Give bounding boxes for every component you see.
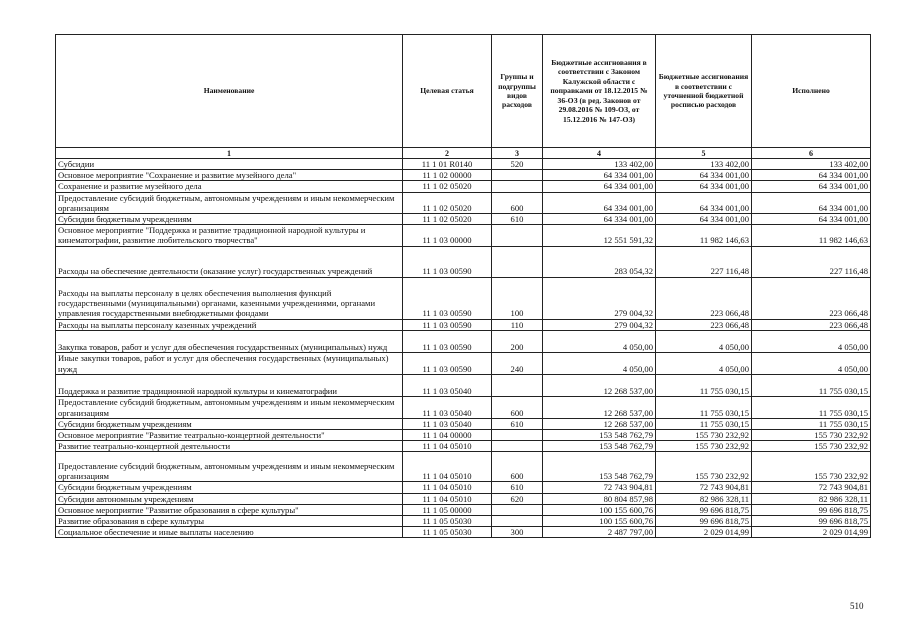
header-expense-groups: Группы и подгруппы видов расходов (492, 35, 543, 148)
row-target-article: 11 1 03 00590 (403, 330, 492, 352)
row-name: Иные закупки товаров, работ и услуг для обеспечения государственных (муниципальных) нужд (56, 352, 403, 374)
row-name: Субсидии (56, 159, 403, 170)
row-expense-group: 600 (492, 452, 543, 482)
row-budget-law: 64 334 001,00 (543, 192, 656, 213)
table-row (56, 181, 871, 192)
row-budget-law: 64 334 001,00 (543, 170, 656, 181)
header-row (56, 35, 871, 148)
row-name: Расходы на обеспечение деятельности (оказание услуг) государственных учреждений (56, 246, 403, 277)
row-budget-revised: 11 982 146,63 (656, 225, 752, 246)
row-executed: 155 730 232,92 (752, 430, 871, 441)
row-budget-revised: 11 755 030,15 (656, 396, 752, 418)
table-row (56, 159, 871, 170)
row-budget-revised: 72 743 904,81 (656, 482, 752, 493)
header-target-article: Целевая статья (403, 35, 492, 148)
table-row (56, 374, 871, 396)
table-row (56, 170, 871, 181)
row-budget-law: 4 050,00 (543, 352, 656, 374)
row-expense-group: 200 (492, 330, 543, 352)
column-number: 3 (492, 148, 543, 159)
row-budget-law: 153 548 762,79 (543, 430, 656, 441)
row-budget-revised: 64 334 001,00 (656, 192, 752, 213)
row-budget-law: 153 548 762,79 (543, 452, 656, 482)
row-executed: 64 334 001,00 (752, 170, 871, 181)
row-name: Субсидии автономным учреждениям (56, 493, 403, 504)
table-row (56, 418, 871, 429)
row-expense-group: 240 (492, 352, 543, 374)
row-budget-law: 2 487 797,00 (543, 527, 656, 538)
row-name: Основное мероприятие "Поддержка и развитие традиционной народной культуры и кинематографии, развитие любительского творчества" (56, 225, 403, 246)
header-name: Наименование (56, 35, 403, 148)
table-row (56, 430, 871, 441)
row-target-article: 11 1 02 05020 (403, 214, 492, 225)
header-budget-law: Бюджетные ассигнования в соответствии с Законом Калужской области с поправками от 18.12.2015 № 36-ОЗ (в ред. Законов от 29.08.2016 № 109-ОЗ, от 15.12.2016 № 147-ОЗ) (543, 35, 656, 148)
row-budget-revised: 223 066,48 (656, 319, 752, 330)
row-executed: 64 334 001,00 (752, 192, 871, 213)
row-expense-group (492, 441, 543, 452)
budget-report-sheet (55, 34, 870, 538)
row-budget-law: 12 268 537,00 (543, 374, 656, 396)
table-row (56, 352, 871, 374)
table-row (56, 396, 871, 418)
row-executed: 11 755 030,15 (752, 374, 871, 396)
row-target-article: 11 1 03 00590 (403, 277, 492, 319)
row-target-article: 11 1 03 00590 (403, 319, 492, 330)
row-budget-law: 100 155 600,76 (543, 516, 656, 527)
row-name: Основное мероприятие "Сохранение и развитие музейного дела" (56, 170, 403, 181)
row-target-article: 11 1 04 05010 (403, 441, 492, 452)
row-name: Сохранение и развитие музейного дела (56, 181, 403, 192)
row-executed: 4 050,00 (752, 330, 871, 352)
row-budget-law: 64 334 001,00 (543, 214, 656, 225)
row-name: Поддержка и развитие традиционной народной культуры и кинематографии (56, 374, 403, 396)
column-number: 2 (403, 148, 492, 159)
row-name: Предоставление субсидий бюджетным, автономным учреждениям и иным некоммерческим организациям (56, 192, 403, 213)
row-budget-law: 12 268 537,00 (543, 418, 656, 429)
row-expense-group: 610 (492, 418, 543, 429)
row-name: Основное мероприятие "Развитие театрально-концертной деятельности" (56, 430, 403, 441)
row-target-article: 11 1 03 05040 (403, 396, 492, 418)
table-row (56, 319, 871, 330)
row-target-article: 11 1 03 05040 (403, 418, 492, 429)
row-target-article: 11 1 05 05030 (403, 527, 492, 538)
row-name: Субсидии бюджетным учреждениям (56, 214, 403, 225)
row-budget-law: 133 402,00 (543, 159, 656, 170)
row-budget-law: 12 268 537,00 (543, 396, 656, 418)
row-executed: 133 402,00 (752, 159, 871, 170)
row-expense-group (492, 181, 543, 192)
row-executed: 227 116,48 (752, 246, 871, 277)
row-executed: 155 730 232,92 (752, 452, 871, 482)
row-name: Развитие образования в сфере культуры (56, 516, 403, 527)
column-number-row (56, 148, 871, 159)
row-executed: 82 986 328,11 (752, 493, 871, 504)
row-target-article: 11 1 05 05030 (403, 516, 492, 527)
header-executed: Исполнено (752, 35, 871, 148)
row-executed: 99 696 818,75 (752, 516, 871, 527)
table-row (56, 214, 871, 225)
column-number: 1 (56, 148, 403, 159)
row-budget-revised: 2 029 014,99 (656, 527, 752, 538)
row-budget-revised: 223 066,48 (656, 277, 752, 319)
row-budget-revised: 82 986 328,11 (656, 493, 752, 504)
row-executed: 64 334 001,00 (752, 181, 871, 192)
row-budget-revised: 4 050,00 (656, 330, 752, 352)
row-budget-law: 64 334 001,00 (543, 181, 656, 192)
column-number: 4 (543, 148, 656, 159)
column-number: 6 (752, 148, 871, 159)
row-budget-revised: 133 402,00 (656, 159, 752, 170)
row-budget-law: 279 004,32 (543, 277, 656, 319)
row-target-article: 11 1 02 00000 (403, 170, 492, 181)
row-expense-group: 600 (492, 396, 543, 418)
row-budget-law: 4 050,00 (543, 330, 656, 352)
row-budget-revised: 227 116,48 (656, 246, 752, 277)
row-budget-law: 12 551 591,32 (543, 225, 656, 246)
table-row (56, 192, 871, 213)
row-budget-law: 100 155 600,76 (543, 504, 656, 515)
row-name: Субсидии бюджетным учреждениям (56, 418, 403, 429)
row-name: Основное мероприятие "Развитие образования в сфере культуры" (56, 504, 403, 515)
row-budget-revised: 155 730 232,92 (656, 430, 752, 441)
row-executed: 4 050,00 (752, 352, 871, 374)
row-budget-revised: 155 730 232,92 (656, 452, 752, 482)
row-target-article: 11 1 03 05040 (403, 374, 492, 396)
row-executed: 99 696 818,75 (752, 504, 871, 515)
table-row (56, 527, 871, 538)
table-row (56, 482, 871, 493)
column-number: 5 (656, 148, 752, 159)
row-target-article: 11 1 03 00590 (403, 352, 492, 374)
row-executed: 11 755 030,15 (752, 418, 871, 429)
row-expense-group: 610 (492, 214, 543, 225)
row-expense-group (492, 430, 543, 441)
row-name: Расходы на выплаты персоналу казенных учреждений (56, 319, 403, 330)
row-budget-revised: 64 334 001,00 (656, 181, 752, 192)
row-expense-group: 610 (492, 482, 543, 493)
row-budget-revised: 4 050,00 (656, 352, 752, 374)
header-budget-revised: Бюджетные ассигнования в соответствии с уточненной бюджетной росписью расходов (656, 35, 752, 148)
table-row (56, 441, 871, 452)
row-executed: 11 755 030,15 (752, 396, 871, 418)
row-expense-group: 620 (492, 493, 543, 504)
row-name: Закупка товаров, работ и услуг для обеспечения государственных (муниципальных) нужд (56, 330, 403, 352)
budget-table (55, 34, 871, 538)
row-name: Субсидии бюджетным учреждениям (56, 482, 403, 493)
row-executed: 72 743 904,81 (752, 482, 871, 493)
row-budget-revised: 99 696 818,75 (656, 504, 752, 515)
row-name: Предоставление субсидий бюджетным, автономным учреждениям и иным некоммерческим организациям (56, 452, 403, 482)
table-row (56, 225, 871, 246)
row-expense-group (492, 504, 543, 515)
row-name: Развитие театрально-концертной деятельности (56, 441, 403, 452)
row-target-article: 11 1 01 R0140 (403, 159, 492, 170)
table-body (56, 159, 871, 538)
row-executed: 11 982 146,63 (752, 225, 871, 246)
row-target-article: 11 1 04 00000 (403, 430, 492, 441)
row-budget-revised: 11 755 030,15 (656, 418, 752, 429)
row-budget-revised: 64 334 001,00 (656, 170, 752, 181)
table-row (56, 452, 871, 482)
row-target-article: 11 1 05 00000 (403, 504, 492, 515)
row-target-article: 11 1 04 05010 (403, 493, 492, 504)
row-budget-revised: 155 730 232,92 (656, 441, 752, 452)
row-budget-law: 72 743 904,81 (543, 482, 656, 493)
row-target-article: 11 1 04 05010 (403, 482, 492, 493)
row-executed: 223 066,48 (752, 277, 871, 319)
table-row (56, 277, 871, 319)
row-budget-revised: 99 696 818,75 (656, 516, 752, 527)
row-expense-group (492, 225, 543, 246)
row-executed: 223 066,48 (752, 319, 871, 330)
row-expense-group: 600 (492, 192, 543, 213)
row-target-article: 11 1 03 00000 (403, 225, 492, 246)
table-row (56, 504, 871, 515)
row-budget-revised: 64 334 001,00 (656, 214, 752, 225)
row-budget-law: 80 804 857,98 (543, 493, 656, 504)
row-expense-group (492, 516, 543, 527)
row-expense-group: 110 (492, 319, 543, 330)
table-row (56, 516, 871, 527)
row-budget-revised: 11 755 030,15 (656, 374, 752, 396)
row-executed: 155 730 232,92 (752, 441, 871, 452)
table-row (56, 493, 871, 504)
row-expense-group: 300 (492, 527, 543, 538)
row-target-article: 11 1 02 05020 (403, 181, 492, 192)
row-expense-group: 100 (492, 277, 543, 319)
row-name: Социальное обеспечение и иные выплаты населению (56, 527, 403, 538)
row-target-article: 11 1 02 05020 (403, 192, 492, 213)
row-executed: 64 334 001,00 (752, 214, 871, 225)
row-expense-group (492, 246, 543, 277)
row-budget-law: 279 004,32 (543, 319, 656, 330)
row-target-article: 11 1 03 00590 (403, 246, 492, 277)
row-name: Расходы на выплаты персоналу в целях обеспечения выполнения функций государственными (муниципальными) органами, казенными учреждениями, органами управления государственными внебюджетными фондами (56, 277, 403, 319)
row-budget-law: 283 054,32 (543, 246, 656, 277)
row-budget-law: 153 548 762,79 (543, 441, 656, 452)
row-expense-group (492, 170, 543, 181)
table-row (56, 246, 871, 277)
row-expense-group: 520 (492, 159, 543, 170)
page-number: 510 (850, 601, 864, 611)
row-name: Предоставление субсидий бюджетным, автономным учреждениям и иным некоммерческим организациям (56, 396, 403, 418)
table-row (56, 330, 871, 352)
row-expense-group (492, 374, 543, 396)
row-target-article: 11 1 04 05010 (403, 452, 492, 482)
row-executed: 2 029 014,99 (752, 527, 871, 538)
